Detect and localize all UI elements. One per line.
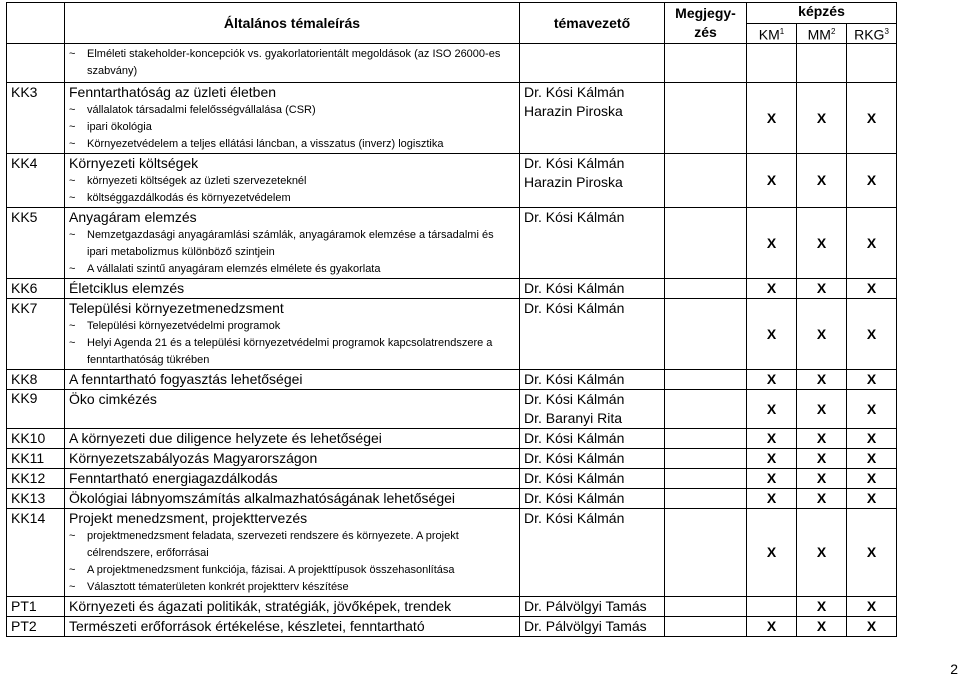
km-mark: X (747, 468, 797, 488)
km-mark: X (747, 369, 797, 389)
topic-subitem (69, 261, 515, 278)
note-label: Megjegy-zés (675, 4, 736, 40)
tutor-name: Dr. Kósi Kálmán (524, 83, 625, 100)
mm-label: MM (807, 26, 831, 43)
rkg-label: RKG (854, 26, 885, 43)
topic-subitem-text: Nemzetgazdasági anyagáramlási számlák, anyagáramok elemzése a társadalmi és ipari metabolizmus különböző szintjein (87, 228, 494, 258)
mm-mark: X (797, 278, 847, 298)
topic-description-cell (65, 207, 520, 278)
mm-mark: X (797, 448, 847, 468)
tutor-cell (520, 153, 665, 207)
note-cell (665, 488, 747, 508)
tilde-bullet: ~ (69, 228, 76, 241)
mm-header (797, 24, 847, 44)
km-mark: X (747, 488, 797, 508)
intro-rkg-cell (847, 43, 897, 82)
topic-subitem (69, 318, 515, 335)
topic-subitem (69, 528, 515, 562)
topic-description-cell (65, 488, 520, 508)
tilde-bullet: ~ (69, 319, 76, 332)
rkg-header (847, 24, 897, 44)
topic-title: Környezeti költségek (69, 154, 199, 171)
topic-row (7, 82, 897, 153)
topic-subitem-text: Helyi Agenda 21 és a települési környezetvédelmi programok kapcsolatrendszere a fenntarthatóság tükrében (87, 336, 493, 366)
tutor-name: Dr. Pálvölgyi Tamás (524, 597, 647, 614)
km-mark: X (747, 389, 797, 428)
general-description-label: Általános témaleírás (223, 14, 361, 31)
topic-title: Ökológiai lábnyomszámítás alkalmazhatóságának lehetőségei (69, 489, 455, 506)
topic-row (7, 207, 897, 278)
km-mark: X (747, 448, 797, 468)
mm-mark: X (797, 428, 847, 448)
topic-description-cell (65, 596, 520, 616)
topic-subitem-text: projektmenedzsment feladata, szervezeti rendszere és környezete. A projekt célrendszere, erőforrásai (87, 529, 459, 559)
km-header (747, 24, 797, 44)
intro-km-cell (747, 43, 797, 82)
topic-title: Öko cimkézés (69, 390, 157, 407)
topic-row (7, 616, 897, 636)
topic-code: KK3 (7, 82, 65, 153)
note-cell (665, 82, 747, 153)
tutor-name: Harazin Piroska (524, 173, 623, 190)
rkg-mark: X (847, 389, 897, 428)
intro-code-cell (7, 43, 65, 82)
rkg-sup: 3 (884, 27, 889, 36)
km-mark: X (747, 207, 797, 278)
training-label: képzés (798, 3, 845, 19)
topic-row (7, 298, 897, 369)
tilde-bullet: ~ (69, 120, 76, 133)
topic-row (7, 389, 897, 428)
topic-subitem (69, 173, 515, 190)
km-mark: X (747, 616, 797, 636)
tutor-cell (520, 298, 665, 369)
km-label: KM (758, 26, 780, 43)
topic-subitem (69, 335, 515, 369)
km-mark: X (747, 428, 797, 448)
note-cell (665, 448, 747, 468)
note-cell (665, 508, 747, 596)
topic-description-cell (65, 468, 520, 488)
topic-subitem-text: költséggazdálkodás és környezetvédelem (87, 191, 291, 204)
mm-mark: X (797, 596, 847, 616)
intro-mm-cell (797, 43, 847, 82)
tutor-label: témavezető (553, 14, 631, 31)
mm-mark: X (797, 369, 847, 389)
intro-note-cell (665, 43, 747, 82)
tilde-bullet: ~ (69, 47, 76, 60)
tilde-bullet: ~ (69, 580, 76, 593)
topic-subitem (69, 136, 515, 153)
topic-title: Anyagáram elemzés (69, 208, 197, 225)
rkg-mark: X (847, 488, 897, 508)
topic-title: Életciklus elemzés (69, 279, 185, 296)
tutor-name: Dr. Kósi Kálmán (524, 469, 625, 486)
topic-subitem (69, 579, 515, 596)
tutor-cell (520, 508, 665, 596)
note-cell (665, 153, 747, 207)
tutor-name: Dr. Kósi Kálmán (524, 154, 625, 171)
topic-title: Környezetszabályozás Magyarországon (69, 449, 318, 466)
mm-mark: X (797, 298, 847, 369)
rkg-mark: X (847, 278, 897, 298)
km-mark: X (747, 153, 797, 207)
topic-row (7, 508, 897, 596)
km-mark (747, 596, 797, 616)
topic-code: KK8 (7, 369, 65, 389)
tutor-name: Dr. Kósi Kálmán (524, 208, 625, 225)
tutor-name: Dr. Baranyi Rita (524, 409, 623, 426)
note-cell (665, 428, 747, 448)
tutor-cell (520, 596, 665, 616)
topic-title: Települési környezetmenedzsment (69, 299, 284, 316)
topic-subitem (69, 190, 515, 207)
note-header (665, 3, 747, 44)
topic-subitem-text: Települési környezetvédelmi programok (87, 319, 281, 332)
tilde-bullet: ~ (69, 563, 76, 576)
tutor-cell (520, 278, 665, 298)
intro-row (7, 43, 897, 82)
mm-mark: X (797, 389, 847, 428)
note-cell (665, 389, 747, 428)
topic-description-cell (65, 278, 520, 298)
topic-code: PT1 (7, 596, 65, 616)
tutor-name: Dr. Kósi Kálmán (524, 299, 625, 316)
topic-code: KK10 (7, 428, 65, 448)
rkg-mark: X (847, 508, 897, 596)
topic-description-cell (65, 82, 520, 153)
km-mark: X (747, 278, 797, 298)
rkg-mark: X (847, 428, 897, 448)
topic-title: Projekt menedzsment, projekttervezés (69, 509, 308, 526)
topic-description-cell (65, 369, 520, 389)
tutor-cell (520, 428, 665, 448)
tilde-bullet: ~ (69, 174, 76, 187)
header-row (7, 3, 897, 24)
rkg-mark: X (847, 616, 897, 636)
mm-mark: X (797, 488, 847, 508)
tutor-cell (520, 389, 665, 428)
topic-row (7, 596, 897, 616)
tutor-cell (520, 616, 665, 636)
tutor-cell (520, 82, 665, 153)
tilde-bullet: ~ (69, 262, 76, 275)
intro-item (69, 46, 515, 80)
tutor-cell (520, 207, 665, 278)
rkg-mark: X (847, 207, 897, 278)
topic-row (7, 369, 897, 389)
topic-code: KK9 (7, 389, 65, 428)
training-header (747, 3, 897, 24)
topic-subitem-text: A vállalati szintű anyagáram elemzés elmélete és gyakorlata (87, 262, 381, 275)
topic-description-cell (65, 616, 520, 636)
tutor-name: Dr. Pálvölgyi Tamás (524, 617, 647, 634)
tutor-cell (520, 468, 665, 488)
topic-code: KK13 (7, 488, 65, 508)
topic-row (7, 428, 897, 448)
mm-mark: X (797, 153, 847, 207)
tutor-name: Dr. Kósi Kálmán (524, 449, 625, 466)
tutor-cell (520, 448, 665, 468)
topic-code: PT2 (7, 616, 65, 636)
topic-description-cell (65, 298, 520, 369)
topic-subitem (69, 119, 515, 136)
topic-row (7, 278, 897, 298)
tutor-name: Dr. Kósi Kálmán (524, 390, 625, 407)
intro-tutor-cell (520, 43, 665, 82)
topic-description-cell (65, 428, 520, 448)
km-mark: X (747, 298, 797, 369)
topic-subitem-text: vállalatok társadalmi felelősségvállalása (CSR) (87, 103, 316, 116)
mm-mark: X (797, 207, 847, 278)
tutor-cell (520, 369, 665, 389)
km-sup: 1 (779, 27, 785, 36)
mm-mark: X (797, 616, 847, 636)
note-cell (665, 207, 747, 278)
topic-description-cell (65, 508, 520, 596)
topic-title: A fenntartható fogyasztás lehetőségei (69, 370, 303, 387)
topic-row (7, 448, 897, 468)
km-mark: X (747, 508, 797, 596)
topic-subitem-text: környezeti költségek az üzleti szervezeteknél (87, 174, 307, 187)
rkg-mark: X (847, 448, 897, 468)
general-description-header (65, 3, 520, 44)
topic-subitem (69, 102, 515, 119)
tutor-header (520, 3, 665, 44)
topic-description-cell (65, 448, 520, 468)
topic-title: A környezeti due diligence helyzete és lehetőségei (69, 429, 382, 446)
tutor-name: Dr. Kósi Kálmán (524, 279, 625, 296)
note-cell (665, 369, 747, 389)
tutor-name: Dr. Kósi Kálmán (524, 370, 625, 387)
rkg-mark: X (847, 468, 897, 488)
topic-title: Környezeti és ágazati politikák, stratégiák, jövőképek, trendek (69, 597, 452, 614)
rkg-mark: X (847, 153, 897, 207)
tilde-bullet: ~ (69, 137, 76, 150)
topic-subitem-text: ipari ökológia (87, 120, 152, 133)
topic-code: KK12 (7, 468, 65, 488)
page-number: 2 (950, 661, 958, 677)
topic-title: Fenntarthatóság az üzleti életben (69, 83, 277, 100)
mm-mark: X (797, 468, 847, 488)
tilde-bullet: ~ (69, 103, 76, 116)
topic-code: KK7 (7, 298, 65, 369)
note-cell (665, 298, 747, 369)
note-cell (665, 616, 747, 636)
topic-row (7, 468, 897, 488)
km-mark: X (747, 82, 797, 153)
topic-code: KK11 (7, 448, 65, 468)
tutor-name: Dr. Kósi Kálmán (524, 489, 625, 506)
topic-code: KK6 (7, 278, 65, 298)
rkg-mark: X (847, 369, 897, 389)
intro-cell (65, 43, 520, 82)
rkg-mark: X (847, 82, 897, 153)
topic-row (7, 153, 897, 207)
topic-code: KK5 (7, 207, 65, 278)
mm-mark: X (797, 82, 847, 153)
topic-title: Természeti erőforrások értékelése, készletei, fenntartható (69, 617, 425, 634)
topic-code: KK14 (7, 508, 65, 596)
topic-subitem (69, 227, 515, 261)
topic-subitem-text: Környezetvédelem a teljes ellátási láncban, a visszatus (inverz) logisztika (87, 137, 444, 150)
topic-row (7, 488, 897, 508)
topics-table (6, 2, 897, 637)
note-cell (665, 596, 747, 616)
code-header (7, 3, 65, 44)
table-body (7, 43, 897, 636)
note-cell (665, 468, 747, 488)
topic-title: Fenntartható energiagazdálkodás (69, 469, 278, 486)
tutor-name: Dr. Kósi Kálmán (524, 509, 625, 526)
topic-description-cell (65, 389, 520, 428)
topic-subitem-text: Választott tématerületen konkrét projektterv készítése (87, 580, 349, 593)
rkg-mark: X (847, 596, 897, 616)
tilde-bullet: ~ (69, 529, 76, 542)
note-cell (665, 278, 747, 298)
intro-text: Elméleti stakeholder-koncepciók vs. gyakorlatorientált megoldások (az ISO 26000-es szabvány) (87, 47, 501, 77)
tutor-cell (520, 488, 665, 508)
tilde-bullet: ~ (69, 336, 76, 349)
mm-mark: X (797, 508, 847, 596)
tilde-bullet: ~ (69, 191, 76, 204)
mm-sup: 2 (830, 27, 836, 36)
topic-subitem-text: A projektmenedzsment funkciója, fázisai. A projekttípusok összehasonlítása (87, 563, 455, 576)
topic-code: KK4 (7, 153, 65, 207)
rkg-mark: X (847, 298, 897, 369)
tutor-name: Dr. Kósi Kálmán (524, 429, 625, 446)
topic-description-cell (65, 153, 520, 207)
topic-subitem (69, 562, 515, 579)
tutor-name: Harazin Piroska (524, 102, 623, 119)
